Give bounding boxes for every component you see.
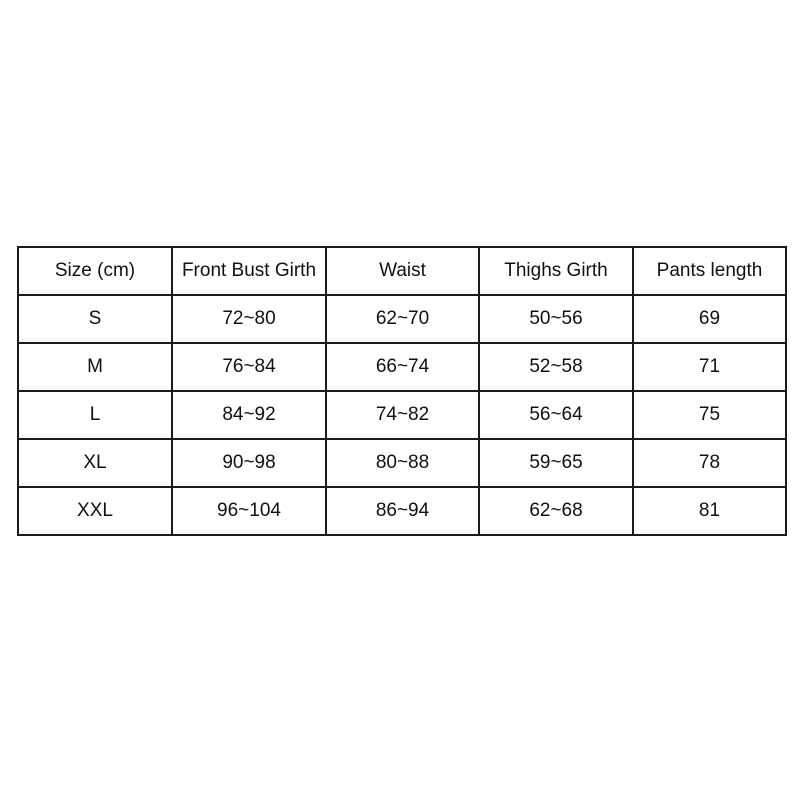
front-bust-girth-cell: 84~92 (172, 391, 326, 439)
thighs-girth-cell: 62~68 (479, 487, 633, 535)
size-cell: XXL (18, 487, 172, 535)
front-bust-girth-cell: 90~98 (172, 439, 326, 487)
waist-cell: 80~88 (326, 439, 479, 487)
table-row (18, 391, 786, 439)
header-pants-length: Pants length (633, 247, 786, 295)
thighs-girth-cell: 52~58 (479, 343, 633, 391)
size-cell: L (18, 391, 172, 439)
front-bust-girth-cell: 76~84 (172, 343, 326, 391)
waist-cell: 62~70 (326, 295, 479, 343)
waist-cell: 66~74 (326, 343, 479, 391)
pants-length-cell: 69 (633, 295, 786, 343)
waist-cell: 74~82 (326, 391, 479, 439)
table-row (18, 487, 786, 535)
pants-length-cell: 78 (633, 439, 786, 487)
header-waist: Waist (326, 247, 479, 295)
pants-length-cell: 75 (633, 391, 786, 439)
size-cell: S (18, 295, 172, 343)
size-cell: M (18, 343, 172, 391)
header-front-bust-girth: Front Bust Girth (172, 247, 326, 295)
front-bust-girth-cell: 96~104 (172, 487, 326, 535)
size-chart-header (18, 247, 786, 295)
front-bust-girth-cell: 72~80 (172, 295, 326, 343)
size-chart-table (17, 246, 787, 536)
header-thighs-girth: Thighs Girth (479, 247, 633, 295)
pants-length-cell: 81 (633, 487, 786, 535)
waist-cell: 86~94 (326, 487, 479, 535)
thighs-girth-cell: 56~64 (479, 391, 633, 439)
header-size: Size (cm) (18, 247, 172, 295)
pants-length-cell: 71 (633, 343, 786, 391)
table-row (18, 295, 786, 343)
thighs-girth-cell: 59~65 (479, 439, 633, 487)
size-cell: XL (18, 439, 172, 487)
size-chart-body (18, 295, 786, 535)
table-row (18, 343, 786, 391)
header-row (18, 247, 786, 295)
thighs-girth-cell: 50~56 (479, 295, 633, 343)
table-row (18, 439, 786, 487)
